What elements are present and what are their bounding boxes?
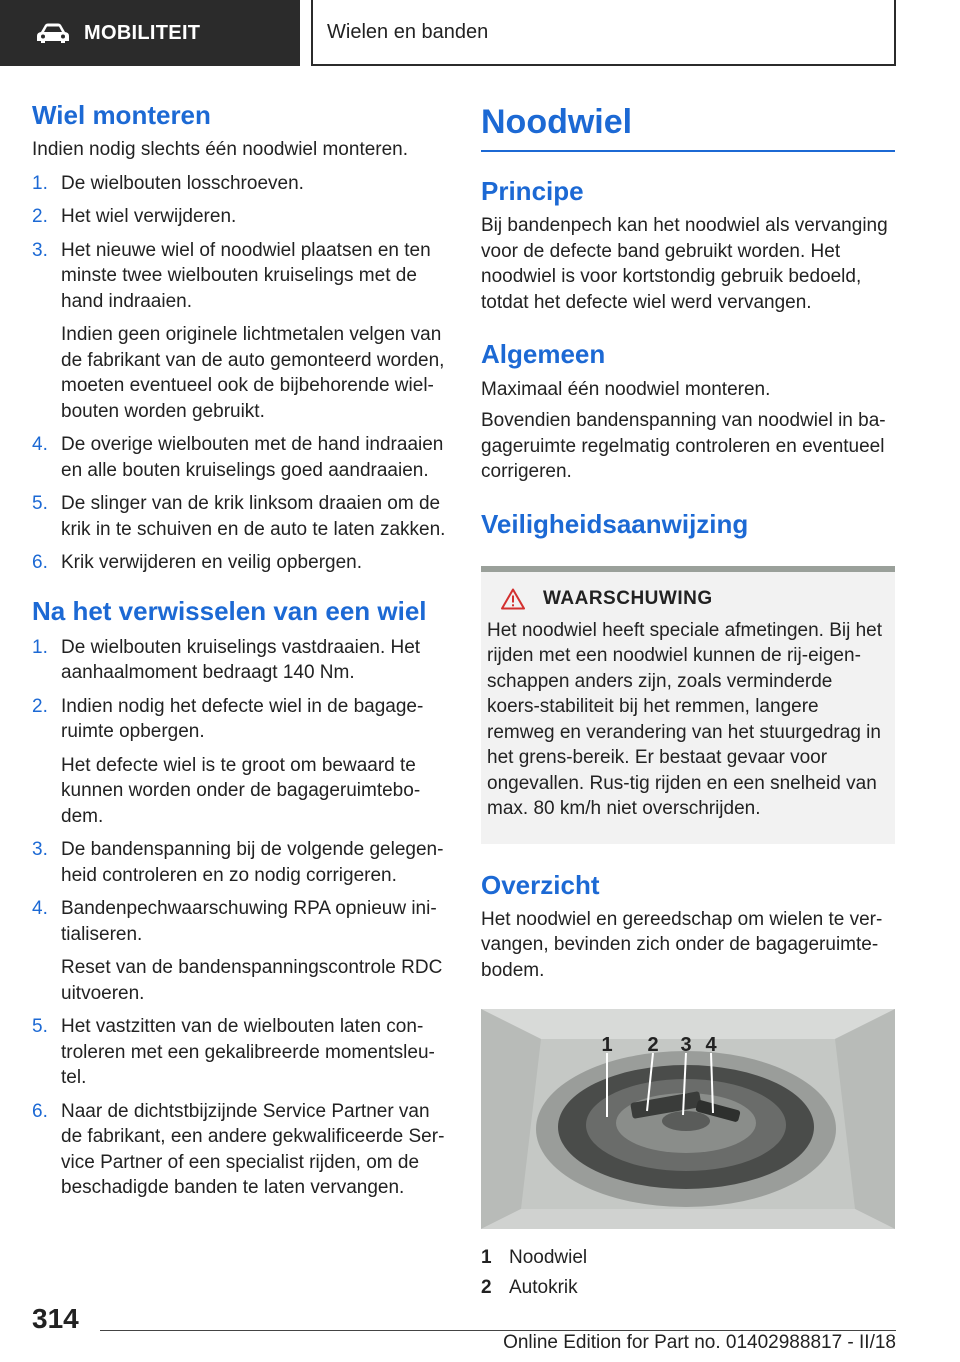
left-column bbox=[32, 100, 448, 1209]
section-title-na-verwisselen: Na het verwisselen van een wiel bbox=[32, 595, 427, 626]
header-chapter-tab bbox=[311, 0, 896, 66]
section-title-wiel-monteren: Wiel monteren bbox=[32, 100, 211, 130]
algemeen-text-1: Maximaal één noodwiel monteren. bbox=[481, 378, 771, 400]
list-item: 3. Het nieuwe wiel of noodwiel plaatsen en ten minste twee wielbouten kruiselings met de hand indraaien. Indien geen originele lichtmetalen velgen van de fabrikant van de auto gemonteerd worden, moeten eventueel ook de bijbehorende wiel-bouten worden gebruikt. bbox=[32, 239, 445, 422]
figure-label: 2 bbox=[647, 1034, 659, 1057]
list-item: 2. Indien nodig het defecte wiel in de bagage-ruimte opbergen. Het defecte wiel is te groot om bewaard te kunnen worden onder de bagageruimtebo-dem. bbox=[32, 695, 424, 827]
list-item: 5. De slinger van de krik linksom draaien om de krik in te schuiven en de auto te laten zakken. bbox=[32, 493, 446, 540]
chapter-title-noodwiel: Noodwiel bbox=[481, 100, 895, 152]
header-chapter-title: Wielen en banden bbox=[327, 20, 489, 43]
car-icon bbox=[36, 22, 70, 44]
steps-list-monteren bbox=[32, 171, 448, 576]
list-item: 4. De overige wielbouten met de hand indraaien en alle bouten kruiselings goed aandraaien. bbox=[32, 434, 444, 481]
footer-divider bbox=[100, 1330, 896, 1331]
list-item: 4. Bandenpechwaarschuwing RPA opnieuw ini-tialiseren. Reset van de bandenspanningscontrole RDC uitvoeren. bbox=[32, 898, 443, 1004]
algemeen-text-2: Bovendien bandenspanning van noodwiel in ba-gageruimte regelmatig controleren en eventueel corrigeren. bbox=[481, 410, 886, 483]
section-title-principe: Principe bbox=[481, 176, 584, 207]
section-title-overzicht: Overzicht bbox=[481, 869, 600, 900]
warning-triangle-icon bbox=[501, 588, 525, 610]
figure-label: 3 bbox=[680, 1034, 692, 1057]
warning-title: WAARSCHUWING bbox=[543, 587, 713, 609]
steps-list-na-verwisselen bbox=[32, 635, 448, 1201]
figure-legend bbox=[481, 1243, 895, 1303]
spare-wheel-illustration bbox=[481, 1009, 895, 1229]
intro-text: Indien nodig slechts één noodwiel monteren. bbox=[32, 139, 409, 161]
warning-text: Het noodwiel heeft speciale afmetingen. Bij het rijden met een noodwiel kunnen de rij-eigen-schappen anders zijn, zoals verminderde koers-stabiliteit bij het remmen, langere remweg en verandering van het stuurgedrag in het grens-bereik. Er bestaat gevaar voor ongevallen. Rus-tig rijden en een snelheid van max. 80 km/h niet overschrijden. bbox=[487, 619, 883, 820]
list-item: 6. Krik verwijderen en veilig opbergen. bbox=[32, 552, 362, 574]
page-number: 314 bbox=[32, 1303, 79, 1334]
list-item: 1. De wielbouten kruiselings vastdraaien. Het aanhaalmoment bedraagt 140 Nm. bbox=[32, 636, 421, 684]
principe-text: Bij bandenpech kan het noodwiel als vervanging voor de defecte band gebruikt worden. Het noodwiel is voor kortstondig gebruik bedoeld, totdat het defecte wiel werd vervangen. bbox=[481, 215, 888, 313]
header-section-tab bbox=[0, 0, 300, 66]
section-title-veiligheid: Veiligheidsaanwijzing bbox=[481, 508, 749, 539]
list-item: 3. De bandenspanning bij de volgende gelegen-heid controleren en zo nodig corrigeren. bbox=[32, 839, 444, 886]
list-item: 2. Het wiel verwijderen. bbox=[32, 206, 237, 228]
list-item: 5. Het vastzitten van de wielbouten laten con-troleren met een gekalibreerde momentsleu-tel. bbox=[32, 1016, 435, 1089]
list-item: 6. Naar de dichtstbijzijnde Service Partner van de fabrikant, een andere gekwalificeerde Ser-vice Partner of een specialist rijden, om de beschadigde banden te laten vervangen. bbox=[32, 1100, 445, 1199]
footer-edition: Online Edition for Part no. 01402988817 - II/18 bbox=[503, 1332, 896, 1353]
spare-wheel-figure bbox=[481, 1009, 895, 1229]
section-title-algemeen: Algemeen bbox=[481, 339, 606, 370]
legend-item: 1 Noodwiel bbox=[481, 1247, 588, 1269]
warning-box bbox=[481, 572, 895, 844]
right-column bbox=[481, 100, 895, 1303]
list-item: 1. De wielbouten losschroeven. bbox=[32, 172, 304, 194]
figure-label: 4 bbox=[705, 1034, 717, 1057]
legend-item: 2 Autokrik bbox=[481, 1277, 578, 1299]
warning-header bbox=[487, 588, 889, 610]
figure-label: 1 bbox=[601, 1034, 613, 1057]
overzicht-text: Het noodwiel en gereedschap om wielen te ver-vangen, bevinden zich onder de bagageruimte-bodem. bbox=[481, 908, 883, 981]
header-section-title: MOBILITEIT bbox=[84, 21, 201, 44]
